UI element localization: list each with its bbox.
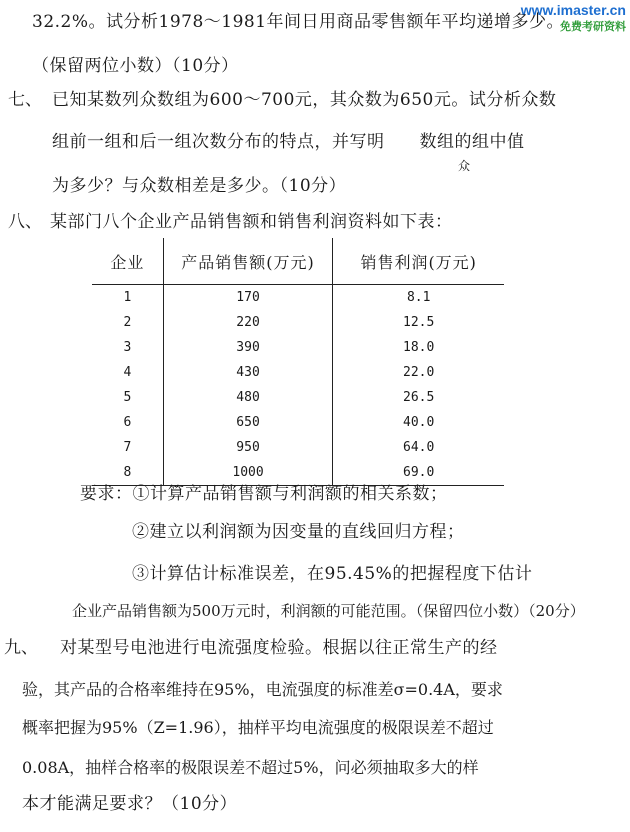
table-row — [92, 435, 504, 460]
q-prev-line-2: （保留两位小数）（10分） — [32, 56, 239, 76]
cell-profit: 26.5 — [333, 385, 504, 410]
cell-enterprise: 3 — [123, 340, 132, 355]
q7-line-1: 已知某数列众数组为600～700元，其众数为650元。试分析众数 — [52, 90, 557, 110]
q9-line-3: 概率把握为95%（Z=1.96），抽样平均电流强度的极限误差不超过 — [22, 718, 494, 737]
table-row — [92, 385, 504, 410]
header-enterprise: 企业 — [92, 238, 163, 285]
q9-line-5: 本才能满足要求？（10分） — [22, 794, 238, 814]
sales-profit-table — [92, 238, 504, 486]
cell-profit: 40.0 — [333, 410, 504, 435]
table-header-row — [92, 238, 504, 285]
watermark-url: www.imaster.cn — [520, 2, 626, 18]
q9-line-4: 0.08A，抽样合格率的极限误差不超过5%，问必须抽取多大的样 — [22, 758, 479, 777]
q8-requirement-3: ③计算估计标准误差，在95.45%的把握程度下估计 — [132, 564, 533, 584]
q9-line-2: 验，其产品的合格率维持在95%，电流强度的标准差σ=0.4A，要求 — [22, 680, 503, 699]
q8-requirement-2: ②建立以利润额为因变量的直线回归方程； — [132, 522, 465, 542]
q7-line-3: 为多少？与众数相差是多少。（10分） — [52, 176, 347, 196]
cell-profit: 12.5 — [333, 310, 504, 335]
q8-requirement-1: 要求：①计算产品销售额与利润额的相关系数； — [80, 484, 448, 504]
cell-enterprise: 7 — [123, 440, 132, 455]
q7-inserted-char: 众 — [458, 159, 471, 173]
table-row — [92, 410, 504, 435]
q9-line-1: 对某型号电池进行电流强度检验。根据以往正常生产的经 — [60, 638, 498, 658]
cell-enterprise: 1 — [123, 290, 132, 305]
q9-number: 九、 — [4, 638, 38, 658]
header-profit: 销售利润(万元) — [333, 238, 504, 285]
cell-sales: 170 — [163, 285, 333, 311]
cell-profit: 69.0 — [333, 460, 504, 486]
q8-intro: 某部门八个企业产品销售额和销售利润资料如下表： — [50, 212, 453, 232]
header-sales: 产品销售额(万元) — [163, 238, 333, 285]
q-prev-line-1: 32.2%。试分析1978～1981年间日用商品零售额年平均递增多少。 — [32, 12, 565, 32]
cell-sales: 430 — [163, 360, 333, 385]
cell-sales: 480 — [163, 385, 333, 410]
q8-requirement-4: 企业产品销售额为500万元时，利润额的可能范围。（保留四位小数）（20分） — [72, 602, 585, 620]
table-row — [92, 360, 504, 385]
cell-profit: 18.0 — [333, 335, 504, 360]
table-row — [92, 460, 504, 486]
watermark-name: 免费考研资料 — [560, 21, 626, 33]
cell-sales: 390 — [163, 335, 333, 360]
q8-number: 八、 — [8, 212, 42, 232]
cell-sales: 650 — [163, 410, 333, 435]
cell-sales: 220 — [163, 310, 333, 335]
q7-number: 七、 — [8, 90, 42, 110]
cell-profit: 22.0 — [333, 360, 504, 385]
cell-sales: 1000 — [163, 460, 333, 486]
q7-line-2: 组前一组和后一组次数分布的特点，并写明 数组的组中值 — [52, 132, 525, 152]
cell-enterprise: 5 — [123, 390, 132, 405]
cell-profit: 64.0 — [333, 435, 504, 460]
cell-enterprise: 8 — [92, 460, 163, 486]
cell-profit: 8.1 — [333, 285, 504, 311]
cell-enterprise: 6 — [123, 415, 132, 430]
cell-enterprise: 4 — [123, 365, 132, 380]
table-row — [92, 335, 504, 360]
cell-sales: 950 — [163, 435, 333, 460]
table-row — [92, 310, 504, 335]
cell-enterprise: 2 — [123, 315, 132, 330]
table-row — [92, 285, 504, 311]
